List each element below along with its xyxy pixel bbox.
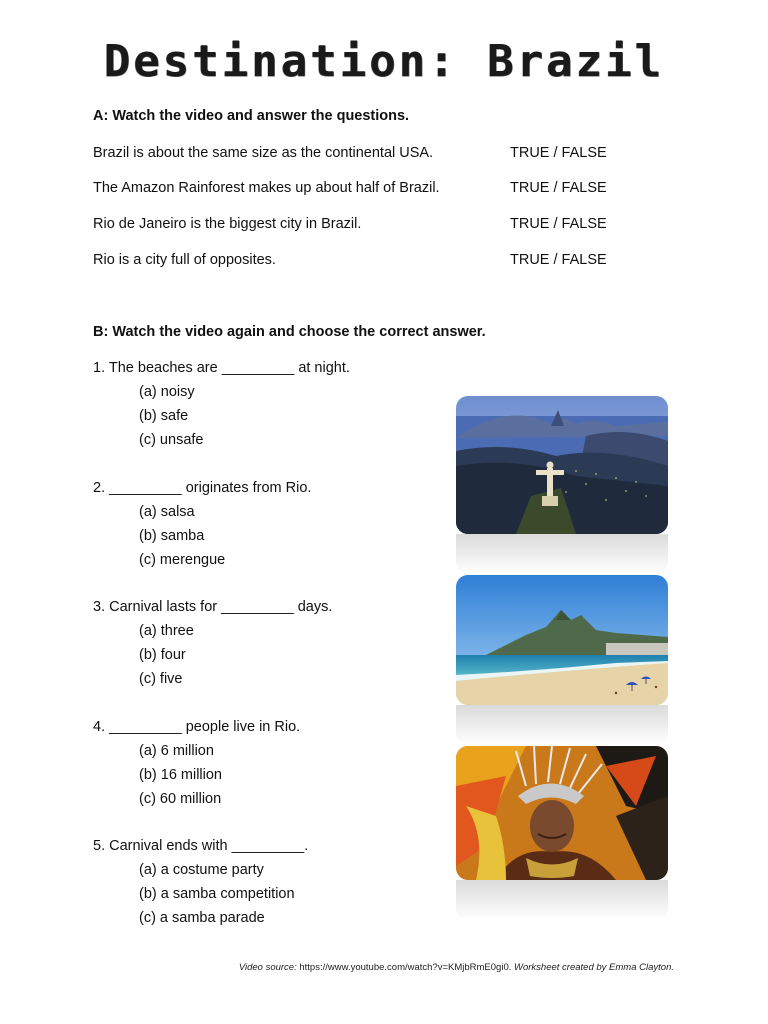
answer-option: (c) 60 million bbox=[139, 791, 222, 807]
statement-row bbox=[93, 216, 653, 232]
question-text: 3. Carnival lasts for _________ days. bbox=[93, 599, 333, 615]
rio-christ-redeemer-photo bbox=[456, 396, 668, 534]
statement-text: The Amazon Rainforest makes up about half of Brazil. bbox=[93, 180, 440, 196]
worksheet-credit: Worksheet created by Emma Clayton. bbox=[514, 962, 674, 973]
answer-option: (a) 6 million bbox=[139, 743, 214, 759]
answer-option: (b) safe bbox=[139, 408, 189, 424]
rio-beach-photo bbox=[456, 575, 668, 705]
statement-text: Rio de Janeiro is the biggest city in Brazil. bbox=[93, 216, 362, 232]
statement-row bbox=[93, 252, 653, 268]
statement-row bbox=[93, 180, 653, 196]
answer-option: (c) a samba parade bbox=[139, 910, 265, 926]
true-false-choice: TRUE / FALSE bbox=[510, 252, 607, 268]
statement-text: Rio is a city full of opposites. bbox=[93, 252, 276, 268]
answer-option: (b) 16 million bbox=[139, 767, 222, 783]
statement-text: Brazil is about the same size as the continental USA. bbox=[93, 145, 434, 161]
answer-option: (b) samba bbox=[139, 528, 205, 544]
section-b-heading: B: Watch the video again and choose the correct answer. bbox=[93, 324, 486, 340]
true-false-choice: TRUE / FALSE bbox=[510, 145, 607, 161]
answer-option: (b) a samba competition bbox=[139, 886, 295, 902]
video-source-label: Video source: bbox=[238, 962, 297, 973]
question-text: 2. _________ originates from Rio. bbox=[93, 480, 312, 496]
photo-reflection bbox=[456, 705, 668, 745]
question-text: 4. _________ people live in Rio. bbox=[93, 719, 301, 735]
answer-option: (c) merengue bbox=[139, 552, 226, 568]
question-text: 1. The beaches are _________ at night. bbox=[93, 360, 350, 376]
question-text: 5. Carnival ends with _________. bbox=[93, 838, 309, 854]
photo-reflection bbox=[456, 534, 668, 574]
answer-option: (b) four bbox=[139, 647, 186, 663]
carnival-dancer-photo bbox=[456, 746, 668, 880]
video-source-link[interactable]: https://www.youtube.com/watch?v=KMjbRmE0gi0. bbox=[299, 962, 512, 973]
answer-option: (a) three bbox=[139, 623, 194, 639]
answer-option: (c) five bbox=[139, 671, 183, 687]
answer-option: (c) unsafe bbox=[139, 432, 204, 448]
footer-credit bbox=[239, 962, 674, 973]
answer-option: (a) salsa bbox=[139, 504, 195, 520]
section-a-heading: A: Watch the video and answer the questions. bbox=[93, 108, 410, 124]
true-false-choice: TRUE / FALSE bbox=[510, 180, 607, 196]
true-false-choice: TRUE / FALSE bbox=[510, 216, 607, 232]
statement-row bbox=[93, 145, 653, 161]
answer-option: (a) a costume party bbox=[139, 862, 264, 878]
photo-reflection bbox=[456, 880, 668, 920]
answer-option: (a) noisy bbox=[139, 384, 195, 400]
page-title: Destination: Brazil bbox=[103, 36, 665, 87]
